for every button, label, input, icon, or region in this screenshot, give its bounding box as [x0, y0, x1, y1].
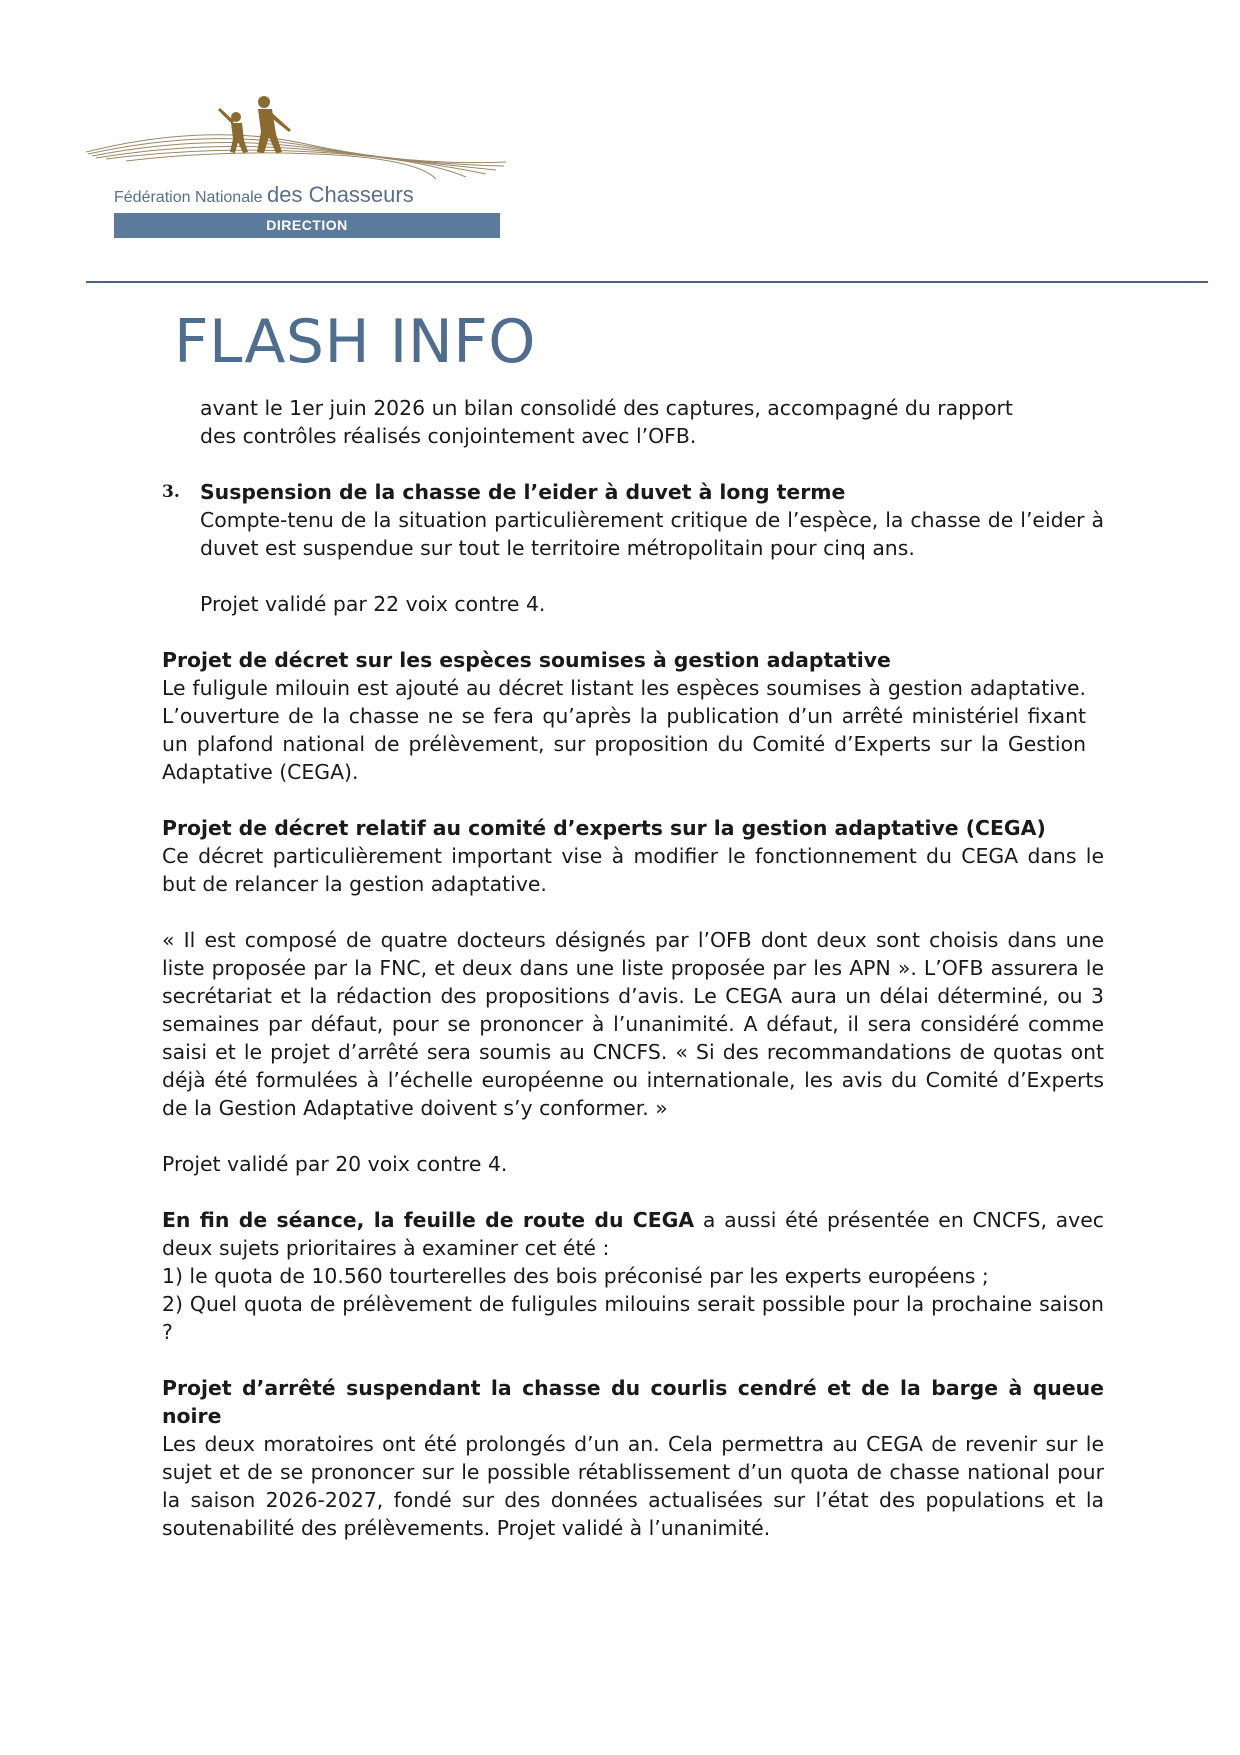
section-2-vote: Projet validé par 20 voix contre 4. [162, 1152, 508, 1176]
department-banner: DIRECTION [114, 213, 500, 238]
section-2-heading: Projet de décret relatif au comité d’experts sur la gestion adaptative (CEGA) [162, 816, 1046, 840]
section-2-body: Ce décret particulièrement important vise à modifier le fonctionnement du CEGA dans le but de relancer la gestion adaptative. [162, 844, 1104, 896]
item-3-vote: Projet validé par 22 voix contre 4. [200, 592, 546, 616]
section-2-quote: « Il est composé de quatre docteurs désignés par l’OFB dont deux sont choisis dans une liste proposée par la FNC, et deux dans une liste proposée par les APN ». L’OFB assurera le secrétariat et la rédaction des propositions d’avis. Le CEGA aura un délai déterminé, ou 3 semaines par défaut, pour se prononcer à l’unanimité. A défaut, il sera considéré comme saisi et le projet d’arrêté sera soumis au CNCFS. « Si des recommandations de quotas ont déjà été formulées à l’échelle européenne ou internationale, les avis du Comité d’Experts de la Gestion Adaptative doivent s’y conformer. » [162, 928, 1104, 1120]
header-divider [86, 281, 1208, 283]
organization-name: Fédération Nationale des Chasseurs [114, 182, 414, 207]
section-3-item-1: 1) le quota de 10.560 tourterelles des bois préconisé par les experts européens ; [162, 1264, 989, 1288]
section-3-paragraph: En fin de séance, la feuille de route du CEGA a aussi été présentée en CNCFS, avec deux sujets prioritaires à examiner cet été : [162, 1208, 1104, 1260]
item-3-body: Compte-tenu de la situation particulièrement critique de l’espèce, la chasse de l’eider à duvet est suspendue sur tout le territoire métropolitain pour cinq ans. [200, 508, 1104, 560]
section-3-item-2: 2) Quel quota de prélèvement de fuligules milouins serait possible pour la prochaine saison ? [162, 1292, 1104, 1344]
section-1-heading: Projet de décret sur les espèces soumises à gestion adaptative [162, 648, 891, 672]
section-4-heading: Projet d’arrêté suspendant la chasse du courlis cendré et de la barge à queue noire [162, 1376, 1104, 1428]
document-body [162, 394, 1104, 1542]
fnc-logo [86, 82, 506, 242]
section-1-body: Le fuligule milouin est ajouté au décret listant les espèces soumises à gestion adaptative. L’ouverture de la chasse ne se fera qu’après la publication d’un arrêté ministériel fixant un plafond national de prélèvement, sur proposition du Comité d’Experts sur la Gestion Adaptative (CEGA). [162, 676, 1086, 784]
section-4-body: Les deux moratoires ont été prolongés d’un an. Cela permettra au CEGA de revenir sur le sujet et de se prononcer sur le possible rétablissement d’un quota de chasse national pour la saison 2026-2027, fondé sur des données actualisées sur l’état des populations et la soutenabilité des prélèvements. Projet validé à l’unanimité. [162, 1432, 1104, 1540]
hunters-landscape-graphic [86, 82, 506, 182]
continuation-paragraph: avant le 1er juin 2026 un bilan consolidé des captures, accompagné du rapport des contrôles réalisés conjointement avec l’OFB. [200, 396, 1013, 448]
item-3-heading: 3. Suspension de la chasse de l’eider à duvet à long terme [162, 480, 846, 504]
page-title: FLASH INFO [174, 307, 536, 377]
item-number: 3. [162, 482, 180, 502]
